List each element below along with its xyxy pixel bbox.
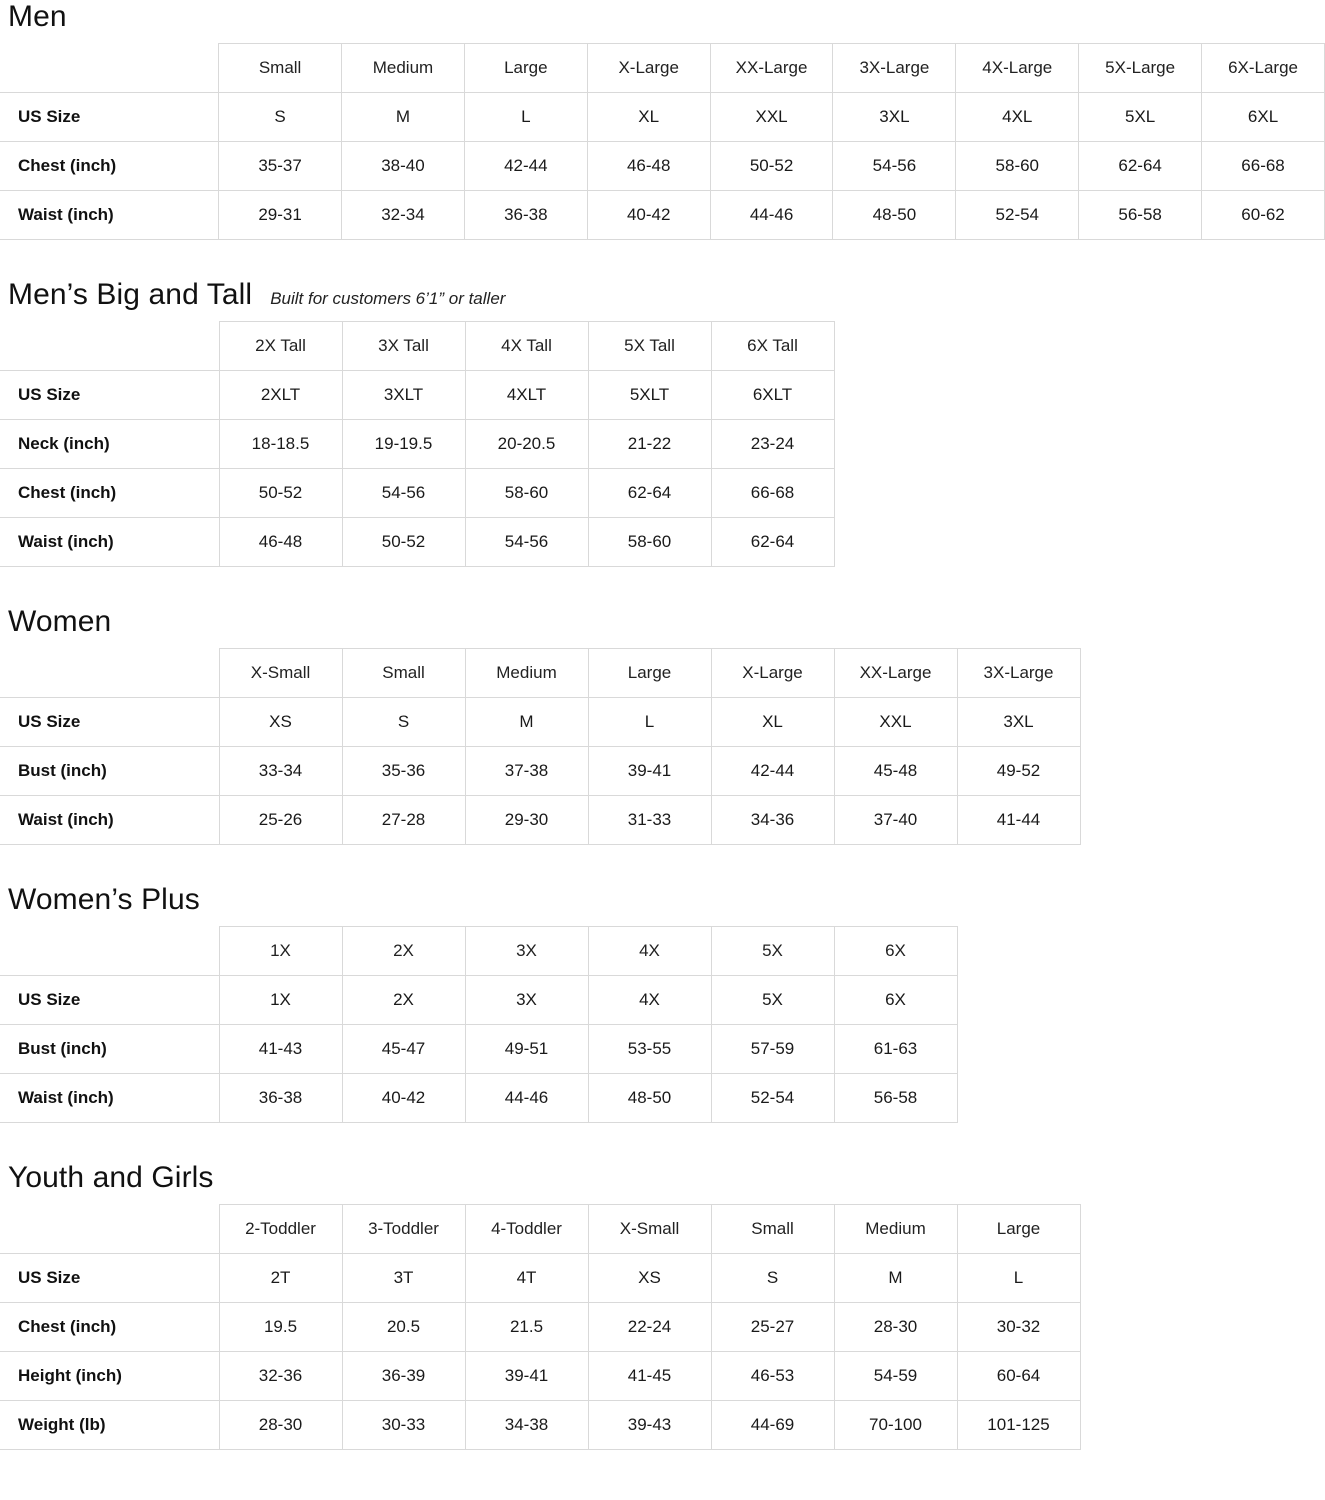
table-cell: 101-125 [957, 1401, 1080, 1450]
section-header [0, 605, 1325, 648]
column-header: 4X Tall [465, 322, 588, 371]
table-cell: 62-64 [588, 469, 711, 518]
table-cell: 41-43 [219, 1025, 342, 1074]
table-cell: 38-40 [342, 142, 465, 191]
table-cell: S [711, 1254, 834, 1303]
column-header: Large [957, 1205, 1080, 1254]
table-cell: 3XLT [342, 371, 465, 420]
section-header [0, 0, 1325, 43]
table-cell: 5XL [1079, 93, 1202, 142]
table-cell: 40-42 [587, 191, 710, 240]
table-cell: 66-68 [1202, 142, 1325, 191]
table-cell: 66-68 [711, 469, 834, 518]
size-section [0, 0, 1325, 240]
size-table [0, 648, 1081, 845]
table-cell: 25-27 [711, 1303, 834, 1352]
table-cell: 30-33 [342, 1401, 465, 1450]
table-cell: 50-52 [710, 142, 833, 191]
table-cell: M [342, 93, 465, 142]
table-cell: 35-36 [342, 747, 465, 796]
table-row [0, 420, 834, 469]
table-cell: XXL [834, 698, 957, 747]
row-header: Waist (inch) [0, 191, 219, 240]
table-row [0, 142, 1325, 191]
column-header: 2X [342, 927, 465, 976]
table-cell: 70-100 [834, 1401, 957, 1450]
table-row [0, 1401, 1080, 1450]
section-title: Women [8, 605, 112, 638]
section-header [0, 278, 1325, 321]
table-cell: L [588, 698, 711, 747]
row-header: Neck (inch) [0, 420, 219, 469]
column-header: XX-Large [834, 649, 957, 698]
table-cell: 4XL [956, 93, 1079, 142]
table-cell: 57-59 [711, 1025, 834, 1074]
table-cell: XS [588, 1254, 711, 1303]
column-header: X-Large [587, 44, 710, 93]
table-cell: 27-28 [342, 796, 465, 845]
size-table [0, 926, 958, 1123]
table-row [0, 747, 1080, 796]
table-cell: 41-45 [588, 1352, 711, 1401]
table-cell: 45-47 [342, 1025, 465, 1074]
table-cell: 42-44 [464, 142, 587, 191]
table-cell: 29-31 [219, 191, 342, 240]
column-header: 5X [711, 927, 834, 976]
column-header: Medium [342, 44, 465, 93]
section-note: Built for customers 6’1” or taller [270, 289, 506, 308]
table-cell: 61-63 [834, 1025, 957, 1074]
table-cell: 46-53 [711, 1352, 834, 1401]
table-cell: L [464, 93, 587, 142]
table-cell: 39-41 [465, 1352, 588, 1401]
table-cell: 19.5 [219, 1303, 342, 1352]
table-cell: 46-48 [587, 142, 710, 191]
table-cell: 1X [219, 976, 342, 1025]
row-header: Bust (inch) [0, 1025, 219, 1074]
column-header: 4X [588, 927, 711, 976]
section-title: Women’s Plus [8, 883, 200, 916]
table-cell: 53-55 [588, 1025, 711, 1074]
row-header: Waist (inch) [0, 796, 219, 845]
column-header: 1X [219, 927, 342, 976]
table-cell: M [465, 698, 588, 747]
table-cell: 44-46 [710, 191, 833, 240]
table-cell: 6XL [1202, 93, 1325, 142]
table-cell: 25-26 [219, 796, 342, 845]
column-header: X-Small [219, 649, 342, 698]
row-header: Weight (lb) [0, 1401, 219, 1450]
table-wrapper [0, 1204, 1325, 1450]
table-cell: 36-38 [219, 1074, 342, 1123]
size-table [0, 43, 1325, 240]
section-title: Men’s Big and Tall [8, 278, 253, 311]
table-cell: 28-30 [834, 1303, 957, 1352]
table-cell: 60-64 [957, 1352, 1080, 1401]
table-cell: 58-60 [465, 469, 588, 518]
table-row [0, 698, 1080, 747]
table-corner-cell [0, 44, 219, 93]
table-wrapper [0, 321, 1325, 567]
table-row [0, 93, 1325, 142]
row-header: US Size [0, 698, 219, 747]
table-cell: 2X [342, 976, 465, 1025]
table-header-row [0, 322, 834, 371]
table-wrapper [0, 926, 1325, 1123]
table-cell: 50-52 [342, 518, 465, 567]
table-corner-cell [0, 1205, 219, 1254]
table-cell: 6X [834, 976, 957, 1025]
column-header: 4-Toddler [465, 1205, 588, 1254]
table-cell: 41-44 [957, 796, 1080, 845]
column-header: 6X Tall [711, 322, 834, 371]
table-cell: 46-48 [219, 518, 342, 567]
table-cell: XXL [710, 93, 833, 142]
table-row [0, 469, 834, 518]
table-cell: 52-54 [711, 1074, 834, 1123]
table-cell: 23-24 [711, 420, 834, 469]
table-cell: 40-42 [342, 1074, 465, 1123]
table-cell: 37-38 [465, 747, 588, 796]
table-cell: 54-56 [342, 469, 465, 518]
table-cell: 39-41 [588, 747, 711, 796]
column-header: Medium [465, 649, 588, 698]
table-cell: 49-51 [465, 1025, 588, 1074]
table-cell: 4T [465, 1254, 588, 1303]
column-header: 5X-Large [1079, 44, 1202, 93]
table-cell: 3XL [957, 698, 1080, 747]
row-header: Waist (inch) [0, 518, 219, 567]
table-cell: 56-58 [834, 1074, 957, 1123]
table-cell: 2XLT [219, 371, 342, 420]
table-cell: 20-20.5 [465, 420, 588, 469]
column-header: 3X Tall [342, 322, 465, 371]
table-row [0, 1074, 957, 1123]
table-cell: 4XLT [465, 371, 588, 420]
table-cell: 32-34 [342, 191, 465, 240]
table-cell: 29-30 [465, 796, 588, 845]
row-header: Chest (inch) [0, 469, 219, 518]
column-header: 3-Toddler [342, 1205, 465, 1254]
column-header: Medium [834, 1205, 957, 1254]
table-cell: 54-56 [833, 142, 956, 191]
table-row [0, 518, 834, 567]
table-cell: 58-60 [956, 142, 1079, 191]
size-section [0, 278, 1325, 567]
table-cell: 62-64 [711, 518, 834, 567]
table-cell: 49-52 [957, 747, 1080, 796]
section-title: Men [8, 0, 67, 33]
table-cell: 37-40 [834, 796, 957, 845]
table-cell: 45-48 [834, 747, 957, 796]
column-header: 6X-Large [1202, 44, 1325, 93]
column-header: Small [219, 44, 342, 93]
row-header: US Size [0, 976, 219, 1025]
table-cell: 48-50 [833, 191, 956, 240]
row-header: Bust (inch) [0, 747, 219, 796]
table-cell: 5X [711, 976, 834, 1025]
table-cell: 52-54 [956, 191, 1079, 240]
section-header [0, 1161, 1325, 1204]
table-row [0, 1303, 1080, 1352]
table-cell: 21-22 [588, 420, 711, 469]
table-cell: 3X [465, 976, 588, 1025]
table-cell: 22-24 [588, 1303, 711, 1352]
table-cell: 34-36 [711, 796, 834, 845]
table-row [0, 1254, 1080, 1303]
table-corner-cell [0, 322, 219, 371]
table-cell: 2T [219, 1254, 342, 1303]
column-header: Large [588, 649, 711, 698]
column-header: 2X Tall [219, 322, 342, 371]
size-table [0, 1204, 1081, 1450]
table-cell: S [342, 698, 465, 747]
table-cell: 44-69 [711, 1401, 834, 1450]
row-header: Height (inch) [0, 1352, 219, 1401]
table-cell: 50-52 [219, 469, 342, 518]
table-cell: 32-36 [219, 1352, 342, 1401]
table-cell: 48-50 [588, 1074, 711, 1123]
table-header-row [0, 44, 1325, 93]
column-header: Large [464, 44, 587, 93]
row-header: Chest (inch) [0, 142, 219, 191]
column-header: Small [711, 1205, 834, 1254]
section-header [0, 883, 1325, 926]
table-corner-cell [0, 649, 219, 698]
size-section [0, 883, 1325, 1123]
column-header: 3X-Large [957, 649, 1080, 698]
table-row [0, 796, 1080, 845]
table-cell: S [219, 93, 342, 142]
table-cell: L [957, 1254, 1080, 1303]
table-cell: 3XL [833, 93, 956, 142]
column-header: X-Large [711, 649, 834, 698]
table-cell: 31-33 [588, 796, 711, 845]
table-cell: 56-58 [1079, 191, 1202, 240]
table-cell: 36-39 [342, 1352, 465, 1401]
table-cell: 42-44 [711, 747, 834, 796]
column-header: XX-Large [710, 44, 833, 93]
table-cell: 30-32 [957, 1303, 1080, 1352]
table-cell: 18-18.5 [219, 420, 342, 469]
column-header: 2-Toddler [219, 1205, 342, 1254]
table-cell: XL [711, 698, 834, 747]
table-row [0, 976, 957, 1025]
row-header: Waist (inch) [0, 1074, 219, 1123]
column-header: 3X-Large [833, 44, 956, 93]
table-row [0, 1025, 957, 1074]
column-header: Small [342, 649, 465, 698]
table-header-row [0, 649, 1080, 698]
row-header: US Size [0, 371, 219, 420]
row-header: Chest (inch) [0, 1303, 219, 1352]
table-cell: 35-37 [219, 142, 342, 191]
table-cell: 28-30 [219, 1401, 342, 1450]
section-title: Youth and Girls [8, 1161, 214, 1194]
table-cell: 20.5 [342, 1303, 465, 1352]
table-cell: XL [587, 93, 710, 142]
table-cell: 54-59 [834, 1352, 957, 1401]
table-cell: XS [219, 698, 342, 747]
row-header: US Size [0, 1254, 219, 1303]
table-row [0, 191, 1325, 240]
table-cell: 5XLT [588, 371, 711, 420]
table-cell: 21.5 [465, 1303, 588, 1352]
table-cell: 62-64 [1079, 142, 1202, 191]
table-cell: 58-60 [588, 518, 711, 567]
table-header-row [0, 927, 957, 976]
table-cell: 19-19.5 [342, 420, 465, 469]
size-section [0, 1161, 1325, 1450]
table-cell: 33-34 [219, 747, 342, 796]
table-cell: 6XLT [711, 371, 834, 420]
column-header: 5X Tall [588, 322, 711, 371]
table-cell: 60-62 [1202, 191, 1325, 240]
table-row [0, 371, 834, 420]
size-table [0, 321, 835, 567]
column-header: 6X [834, 927, 957, 976]
table-cell: 3T [342, 1254, 465, 1303]
table-corner-cell [0, 927, 219, 976]
row-header: US Size [0, 93, 219, 142]
table-cell: 36-38 [464, 191, 587, 240]
size-section [0, 605, 1325, 845]
table-row [0, 1352, 1080, 1401]
table-header-row [0, 1205, 1080, 1254]
table-cell: 44-46 [465, 1074, 588, 1123]
table-wrapper [0, 648, 1325, 845]
table-cell: M [834, 1254, 957, 1303]
table-cell: 39-43 [588, 1401, 711, 1450]
table-cell: 34-38 [465, 1401, 588, 1450]
table-cell: 4X [588, 976, 711, 1025]
table-cell: 54-56 [465, 518, 588, 567]
column-header: X-Small [588, 1205, 711, 1254]
column-header: 4X-Large [956, 44, 1079, 93]
table-wrapper [0, 43, 1325, 240]
column-header: 3X [465, 927, 588, 976]
